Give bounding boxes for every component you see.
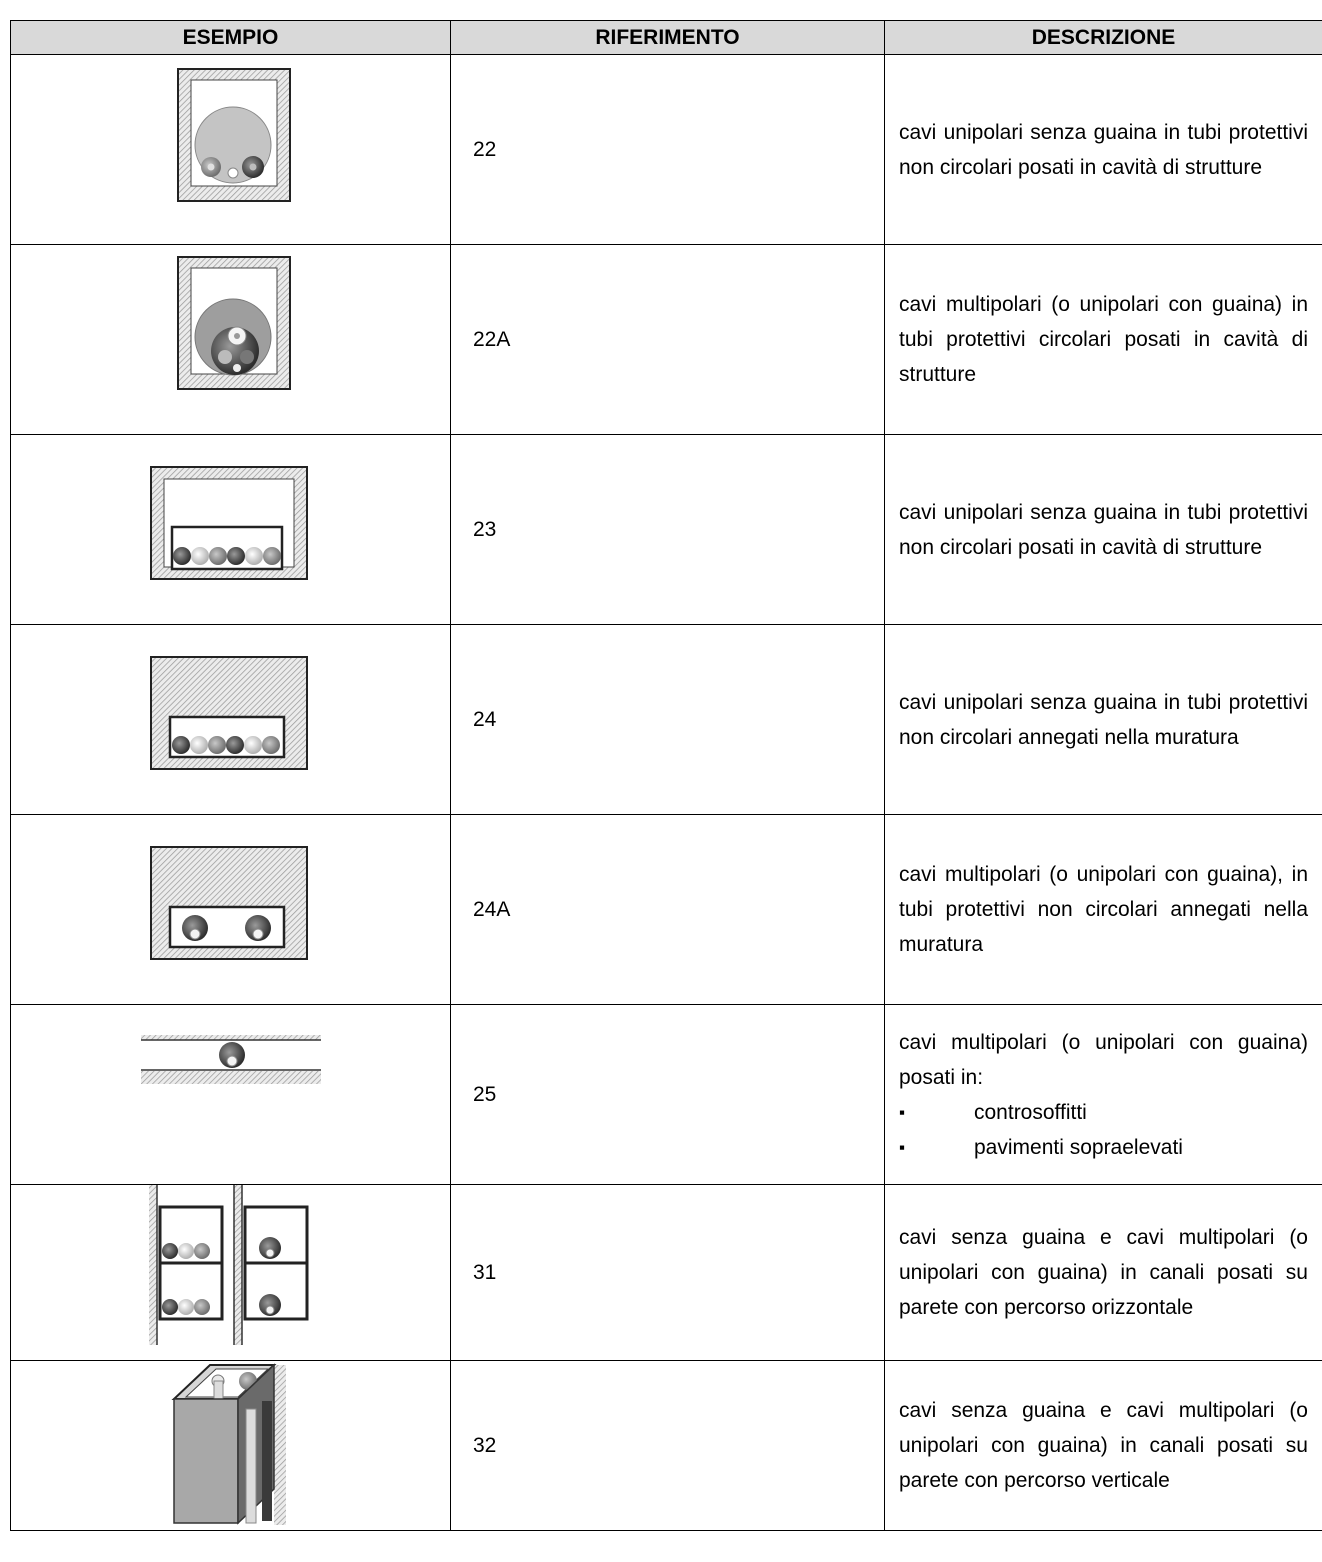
- example-cell: [11, 55, 451, 245]
- header-example: ESEMPIO: [11, 21, 451, 55]
- description-cell: [885, 625, 1322, 815]
- table-header-row: [11, 21, 1322, 55]
- bullet-item: ▪ pavimenti sopraelevati: [899, 1130, 1308, 1165]
- example-cell: [11, 1185, 451, 1361]
- reference-cell: 25: [451, 1005, 885, 1185]
- reference-cell: 32: [451, 1361, 885, 1531]
- bullet-item: ▪ controsoffitti: [899, 1095, 1308, 1130]
- description-text: cavi multipolari (o unipolari con guaina) in tubi protettivi circolari posati in cavità di strutture: [899, 293, 1308, 386]
- example-cell: [11, 625, 451, 815]
- description-text: cavi unipolari senza guaina in tubi protettivi non circolari annegati nella muratura: [899, 690, 1308, 749]
- reference-cell: 24: [451, 625, 885, 815]
- description-text: cavi multipolari (o unipolari con guaina) posati in:: [899, 1030, 1308, 1089]
- round-conduit-multipolar-in-cavity-icon: [161, 251, 301, 401]
- description-cell: [885, 1185, 1322, 1361]
- rectangular-conduit-in-cavity-icon: [146, 443, 316, 593]
- table-row: [11, 55, 1322, 245]
- cable-between-ceiling-floor-icon: [136, 1015, 326, 1105]
- example-cell: [11, 1361, 451, 1531]
- header-description: DESCRIZIONE: [885, 21, 1322, 55]
- reference-cell: 22: [451, 55, 885, 245]
- description-text: cavi senza guaina e cavi multipolari (o unipolari con guaina) in canali posati su parete con percorso verticale: [899, 1399, 1308, 1492]
- rectangular-conduit-embedded-icon: [146, 633, 316, 783]
- rectangular-conduit-embedded-multipolar-icon: [146, 823, 316, 973]
- description-cell: [885, 815, 1322, 1005]
- table-row: [11, 435, 1322, 625]
- installation-methods-table: [10, 20, 1322, 1531]
- reference-cell: 22A: [451, 245, 885, 435]
- table-row: [11, 245, 1322, 435]
- table-row: [11, 1361, 1322, 1531]
- description-text: cavi multipolari (o unipolari con guaina), in tubi protettivi non circolari annegati nella muratura: [899, 863, 1308, 956]
- header-reference: RIFERIMENTO: [451, 21, 885, 55]
- description-text: cavi senza guaina e cavi multipolari (o unipolari con guaina) in canali posati su parete con percorso orizzontale: [899, 1226, 1308, 1319]
- table-row: [11, 1185, 1322, 1361]
- description-text: cavi unipolari senza guaina in tubi protettivi non circolari posati in cavità di strutture: [899, 120, 1308, 179]
- table-row: [11, 1005, 1322, 1185]
- example-cell: [11, 245, 451, 435]
- reference-cell: 31: [451, 1185, 885, 1361]
- description-cell: [885, 245, 1322, 435]
- table-row: [11, 815, 1322, 1005]
- reference-cell: 24A: [451, 815, 885, 1005]
- example-cell: [11, 435, 451, 625]
- bullet-list: [899, 1095, 1308, 1165]
- round-conduit-in-cavity-icon: [161, 63, 301, 213]
- description-cell: [885, 55, 1322, 245]
- description-cell: [885, 1005, 1322, 1185]
- reference-cell: 23: [451, 435, 885, 625]
- description-cell: [885, 1361, 1322, 1531]
- table-row: [11, 625, 1322, 815]
- description-text: cavi unipolari senza guaina in tubi protettivi non circolari posati in cavità di strutture: [899, 500, 1308, 559]
- example-cell: [11, 1005, 451, 1185]
- example-cell: [11, 815, 451, 1005]
- description-cell: [885, 435, 1322, 625]
- wall-channel-vertical-icon: [146, 1361, 316, 1526]
- wall-channels-horizontal-icon: [146, 1185, 316, 1350]
